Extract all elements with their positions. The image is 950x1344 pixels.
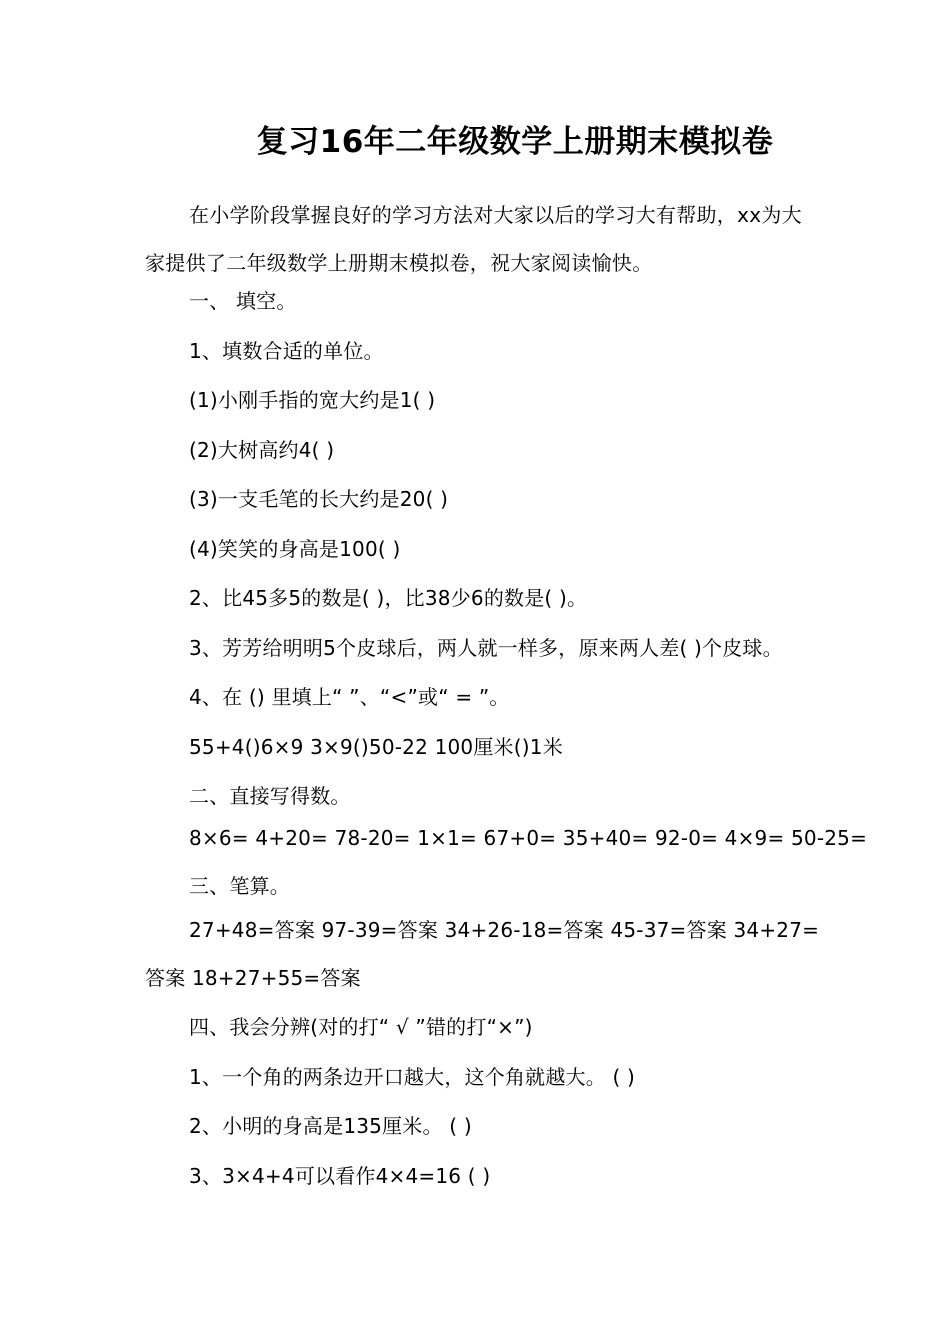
question-line: 2、小明的身高是135厘米。 ( ) — [189, 1114, 472, 1138]
question-line: 4、在 () 里填上“ ”、“<”或“ = ”。 — [189, 685, 510, 709]
written-calc-paragraph: 27+48=答案 97-39=答案 34+26-18=答案 45-37=答案 34+27=答案 18+27+55=答案 — [145, 918, 820, 990]
section-heading-direct-answer: 二、直接写得数。 — [189, 784, 351, 808]
question-line: (4)笑笑的身高是100( ) — [189, 537, 401, 561]
question-line: (3)一支毛笔的长大约是20( ) — [189, 487, 449, 511]
question-line: 3、芳芳给明明5个皮球后，两人就一样多，原来两人差( )个皮球。 — [189, 636, 783, 660]
question-line: 55+4()6×9 3×9()50-22 100厘米()1米 — [189, 735, 563, 759]
section-heading-written-calc: 三、笔算。 — [189, 874, 290, 898]
intro-paragraph: 在小学阶段掌握良好的学习方法对大家以后的学习大有帮助，xx为大家提供了二年级数学上册期末模拟卷，祝大家阅读愉快。 — [145, 203, 802, 275]
page-title: 复习16年二年级数学上册期末模拟卷 — [256, 124, 774, 160]
question-line: 3、3×4+4可以看作4×4=16 ( ) — [189, 1164, 491, 1188]
question-line: (2)大树高约4( ) — [189, 438, 335, 462]
question-line: (1)小刚手指的宽大约是1( ) — [189, 388, 436, 412]
question-line: 8×6= 4+20= 78-20= 1×1= 67+0= 35+40= 92-0= 4×9= 50-25= — [189, 826, 868, 850]
question-line: 1、一个角的两条边开口越大，这个角就越大。 ( ) — [189, 1065, 636, 1089]
question-line: 2、比45多5的数是( )，比38少6的数是( )。 — [189, 586, 588, 610]
section-heading-fill-blank: 一、 填空。 — [189, 289, 297, 313]
question-line: 1、填数合适的单位。 — [189, 339, 384, 363]
section-heading-true-false: 四、我会分辨(对的打“ √ ”错的打“×”) — [189, 1015, 533, 1039]
